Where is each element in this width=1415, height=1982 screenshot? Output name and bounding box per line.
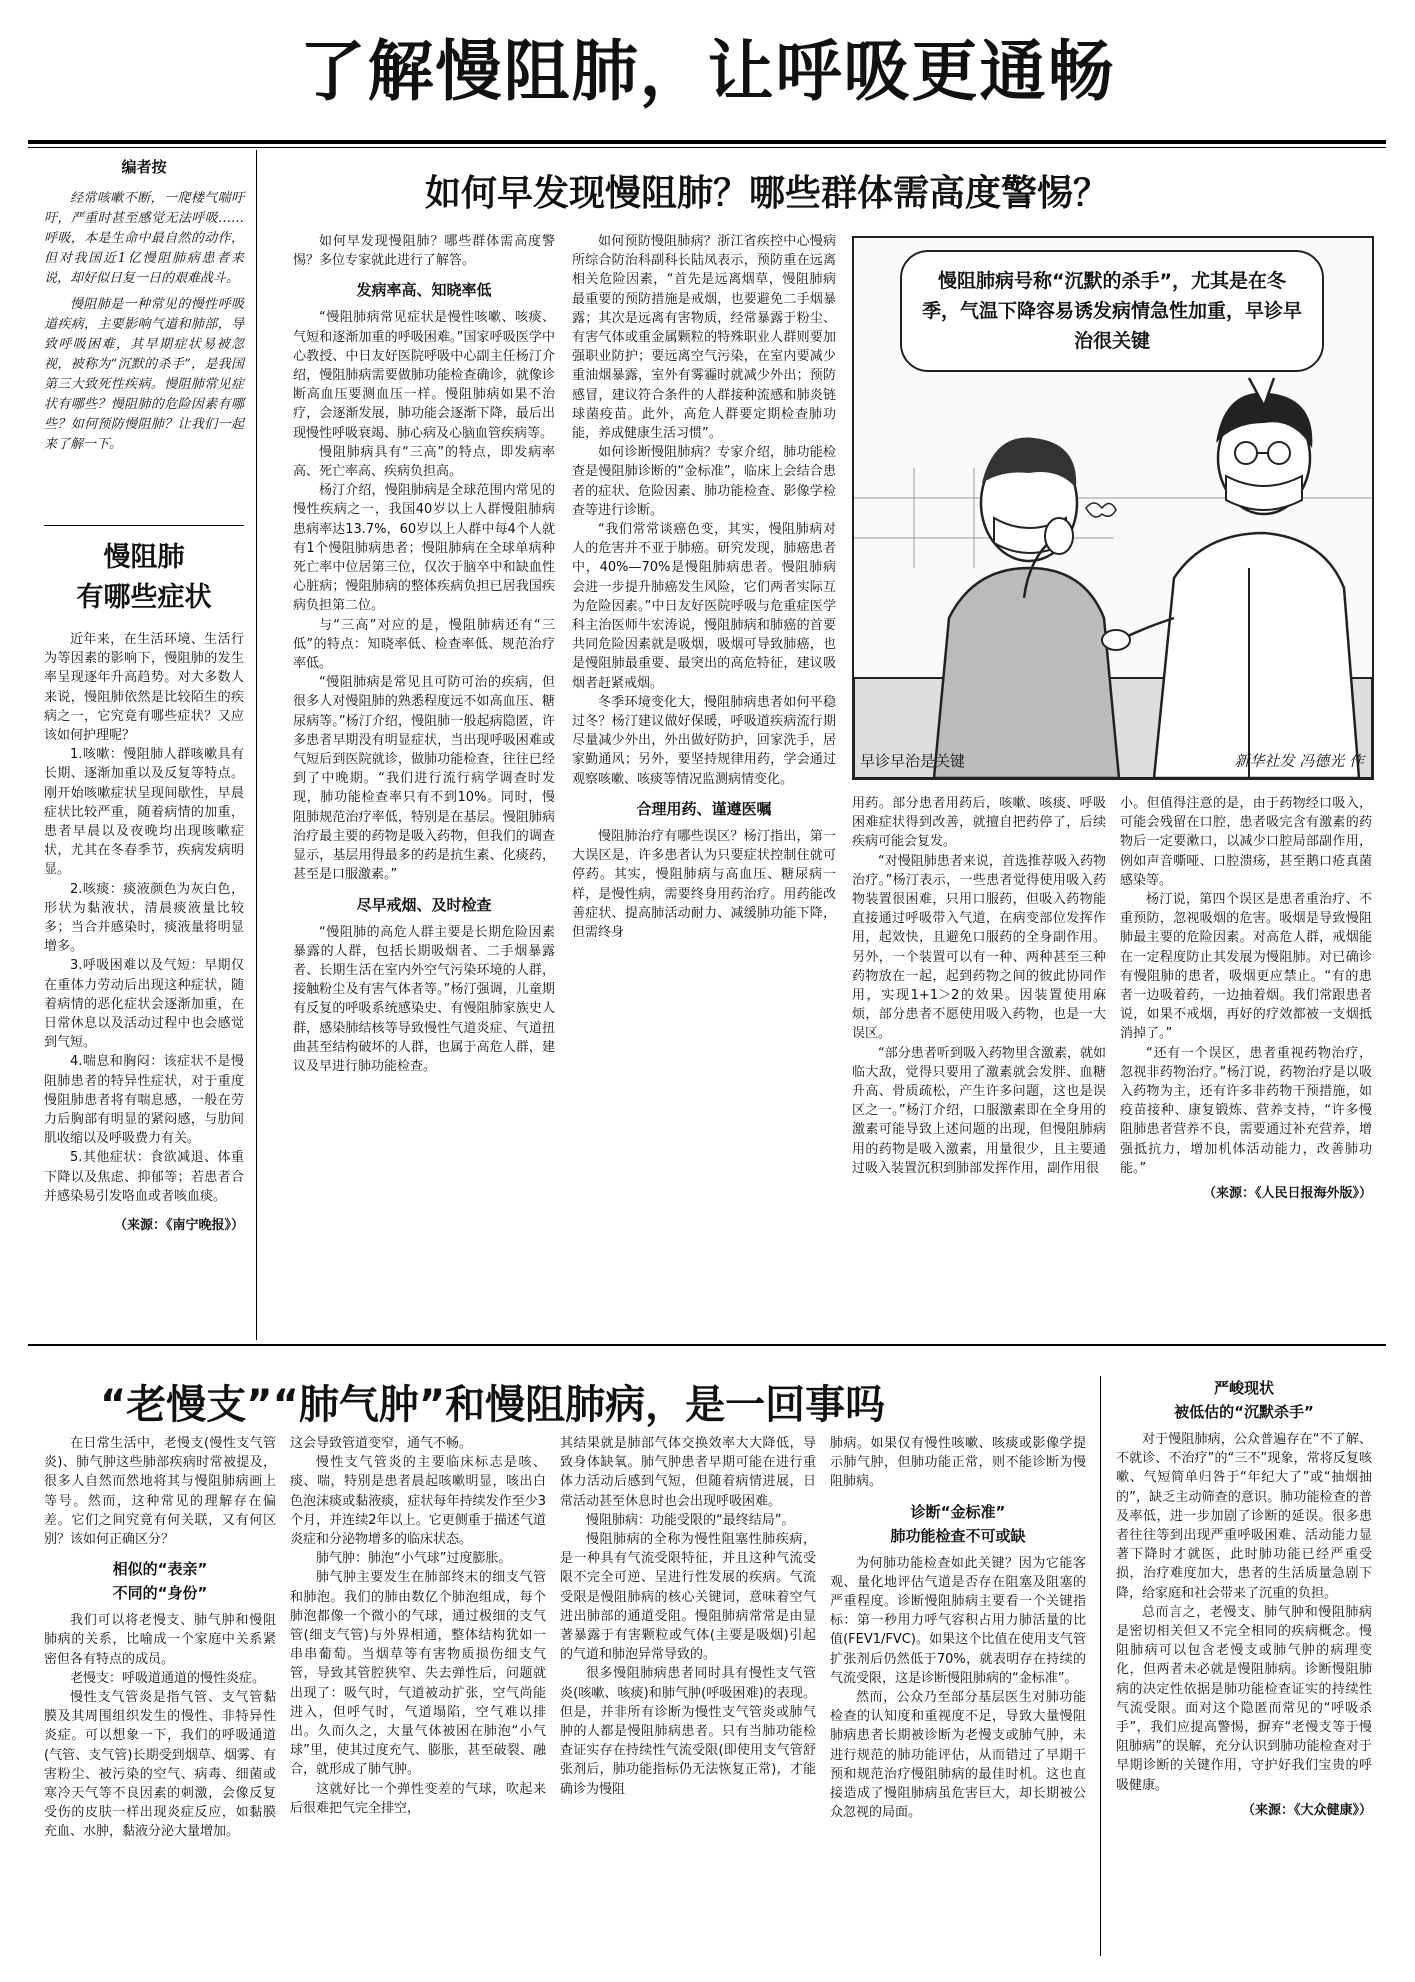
symptoms-title-line1: 慢阻肺 <box>103 542 185 573</box>
body-paragraph: 如何诊断慢阻肺病？专家介绍，肺功能检查是慢阻肺诊断的“金标准”，临床上会结合患者的症状、危险因素、肺功能检查、影像学检查等进行诊断。 <box>572 445 836 518</box>
sidebar-vertical-rule <box>256 150 257 1340</box>
body-paragraph: 慢阻肺治疗有哪些误区？杨汀指出，第一大误区是，许多患者认为只要症状控制住就可停药。其实，慢阻肺病与高血压、糖尿病一样，是慢性病，需要终身用药治疗。用药能改善症状、提高肺活动耐力、减缓肺功能下降，但需终身 <box>572 828 836 940</box>
cartoon-credit: 新华社发 冯德光 作 <box>1234 752 1364 770</box>
body-paragraph: “我们常常谈癌色变，其实，慢阻肺病对人的危害并不亚于肺癌。研究发现，肺癌患者中，40%—70%是慢阻肺病患者。慢阻肺病会进一步提升肺癌发生风险，它们两者实际互为危险因素。”中日友好医院呼吸与危重症医学科主治医师牛宏涛说，慢阻肺病和肺癌的首要共同危险因素就是吸烟，吸烟可导致肺癌，也是慢阻肺最重要、最突出的高危特征，建议吸烟者赶紧戒烟。 <box>572 522 836 691</box>
editor-note <box>44 156 244 455</box>
page-title: 了解慢阻肺，让呼吸更通畅 <box>299 33 1116 110</box>
speech-bubble <box>900 250 1324 372</box>
body-paragraph: 用药。部分患者用药后，咳嗽、咳痰、呼吸困难症状得到改善，就擅自把药停了，后续疾病可能会复发。 <box>852 796 1106 850</box>
body-paragraph: 总而言之，老慢支、肺气肿和慢阻肺病是密切相关但又不完全相同的疾病概念。慢阻肺病可以包含老慢支或肺气肿的病理变化，但两者未必就是慢阻肺病。诊断慢阻肺病的决定性依据是肺功能检查证实的持续性气流受限。面对这个隐匿而常见的“呼吸杀手”，我们应提高警惕，摒弃“老慢支等于慢阻肺病”的误解，充分认识到肺功能检查对于早期诊断的关键作用，守护好我们宝贵的呼吸健康。 <box>1116 1604 1372 1793</box>
body-paragraph: 然而，公众乃至部分基层医生对肺功能检查的认知度和重视度不足，导致大量慢阻肺病患者长期被诊断为老慢支或肺气肿，未进行规范的肺功能评估，从而错过了早期干预和规范治疗慢阻肺病的最佳时机。这也直接造成了慢阻肺病虽危害巨大，却长期被公众忽视的局面。 <box>830 1690 1086 1821</box>
body-paragraph: 小。但值得注意的是，由于药物经口吸入，可能会残留在口腔，患者吸完含有激素的药物后一定要漱口，以减少口腔局部副作用，例如声音嘶哑、口腔溃疡，甚至鹅口疮真菌感染等。 <box>1120 796 1372 888</box>
subhead-incidence: 发病率高、知晓率低 <box>356 281 492 300</box>
body-paragraph: “对慢阻肺患者来说，首选推荐吸入药物治疗。”杨汀表示，一些患者觉得使用吸入药物装置很困难，只用口服药，但吸入药物能直接通过呼吸带入气道，在病变部位发挥作用，起效快，且避免口服药的全身副作用。另外，一个装置可以有一种、两种甚至三种药物放在一起，起到药物之间的彼此协同作用，实现1+1＞2的效果。因装置使用麻烦，部分患者不愿使用吸入药物，也是一大误区。 <box>852 853 1106 1042</box>
subhead-severe-status: 严峻现状 <box>1213 1379 1274 1397</box>
bottom-article-source: （来源：《大众健康》） <box>1241 1802 1372 1818</box>
top-headline: 如何早发现慢阻肺？哪些群体需高度警惕？ <box>425 173 1110 214</box>
top-article-column-2 <box>572 232 836 1322</box>
body-paragraph: “慢阻肺病常见症状是慢性咳嗽、咳痰、气短和逐渐加重的呼吸困难。”国家呼吸医学中心教授、中日友好医院呼吸中心副主任杨汀介绍，慢阻肺病需要做肺功能检查确诊，就像诊断高血压要测血压一样。慢阻肺病如果不治疗，会逐渐发展，肺功能会逐渐下降，最后出现慢性呼吸衰竭、肺心病及心脑血管疾病等。 <box>293 310 555 441</box>
body-paragraph: 我们可以将老慢支、肺气肿和慢阻肺病的关系，比喻成一个家庭中关系紧密但各有特点的成员。 <box>44 1613 276 1667</box>
body-paragraph: 很多慢阻肺病患者同时具有慢性支气管炎(咳嗽、咳痰)和肺气肿(呼吸困难)的表现。但是，并非所有诊断为慢性支气管炎或肺气肿的人都是慢阻肺病患者。只有当肺功能检查证实存在持续性气流受限(即使用支气管舒张剂后，肺功能指标仍无法恢复正常)，才能确诊为慢阻 <box>560 1666 816 1797</box>
body-paragraph: 在日常生活中，老慢支(慢性支气管炎)、肺气肿这些肺部疾病时常被提及，很多人自然而然地将其与慢阻肺病画上等号。然而，这种常见的理解存在偏差。它们之间究竟有何关联，又有何区别？该如何正确区分？ <box>44 1436 276 1548</box>
symptoms-body <box>44 630 244 1206</box>
editor-note-body <box>44 189 244 455</box>
body-paragraph: 肺气肿：肺泡“小气球”过度膨胀。 <box>316 1551 512 1567</box>
top-article-column-3 <box>852 794 1106 1322</box>
editor-note-paragraph: 慢阻肺是一种常见的慢性呼吸道疾病，主要影响气道和肺部，导致呼吸困难，其早期症状易被忽视，被称为“沉默的杀手”，是我国第三大致死性疾病。慢阻肺常见症状有哪些？慢阻肺的危险因素有哪些？如何预防慢阻肺？让我们一起来了解一下。 <box>44 297 244 452</box>
body-paragraph: “部分患者听到吸入药物里含激素，就如临大敌，觉得只要用了激素就会发胖、血糖升高、骨质疏松，产生许多问题，这也是误区之一。”杨汀介绍，口服激素即在全身用的激素可能导致上述问题的出现，但慢阻肺病用的药物是吸入激素，用量很少，且主要通过吸入装置沉积到肺部发挥作用，副作用很 <box>852 1045 1106 1176</box>
body-paragraph: 杨汀介绍，慢阻肺病是全球范围内常见的慢性疾病之一，我国40岁以上人群慢阻肺病患病率达13.7%，60岁以上人群中每4个人就有1个慢阻肺病患者；慢阻肺病在全球单病种死亡率中位居第三位，仅次于脑卒中和缺血性心脏病；慢阻肺病的整体疾病负担已居我国疾病负担第二位。 <box>293 483 555 614</box>
subhead-gold-standard-line1: 诊断“金标准” <box>910 1502 1006 1521</box>
body-paragraph: 为何肺功能检查如此关键？因为它能客观、量化地评估气道是否存在阻塞及阻塞的严重程度。诊断慢阻肺病主要看一个关键指标：第一秒用力呼气容积占用力肺活量的比值(FEV1/FVC)。如果这个比值在使用支气管扩张剂后仍然低于70%，就表明存在持续的气流受限，这是诊断慢阻肺病的“金标准”。 <box>830 1555 1086 1686</box>
subhead-relatives-line1: 相似的“表亲” <box>112 1560 208 1579</box>
cartoon-caption: 早诊早治是关键 <box>860 752 966 770</box>
title-rule-thin <box>28 147 1386 148</box>
symptoms-source: （来源：《南宁晚报》） <box>113 1218 244 1234</box>
subhead-quit-smoking: 尽早戒烟、及时检查 <box>356 895 492 914</box>
body-paragraph: 与“三高”对应的是，慢阻肺病还有“三低”的特点：知晓率低、检查率低、规范治疗率低。 <box>293 617 555 672</box>
subhead-medication: 合理用药、谨遵医嘱 <box>636 799 772 818</box>
cartoon-illustration <box>852 236 1374 780</box>
body-paragraph: 冬季环境变化大，慢阻肺病患者如何平稳过冬？杨汀建议做好保暖，呼吸道疾病流行期尽量减少外出，外出做好防护，回家洗手，居家勤通风；另外，要坚持规律用药，学会通过观察咳嗽、咳痰等情况监测病情变化。 <box>572 694 836 787</box>
body-paragraph: 其结果就是肺部气体交换效率大大降低，导致身体缺氧。肺气肿患者早期可能在进行重体力活动后感到气短，但随着病情进展，日常活动甚至休息时也会出现呼吸困难。 <box>560 1436 816 1509</box>
section-divider <box>28 1344 1386 1346</box>
bottom-article-column-1 <box>44 1434 276 1954</box>
body-paragraph: “还有一个误区，患者重视药物治疗，忽视非药物治疗。”杨汀说，药物治疗是以吸入药物为主，还有许多非药物干预措施，如疫苗接种、康复锻炼、营养支持，“许多慢阻肺患者营养不良，需要通过补充营养，增强抵抗力，增加机体活动能力，改善肺功能。” <box>1120 1045 1372 1176</box>
symptoms-paragraph: 4.喘息和胸闷：该症状不是慢阻肺患者的特异性症状，对于重度慢阻肺患者将有喘息感，一般在劳力后胸部有明显的紧闷感，与肋间肌收缩以及呼吸费力有关。 <box>44 1054 244 1147</box>
symptoms-paragraph: 3.呼吸困难以及气短：早期仅在重体力劳动后出现这种症状，随着病情的恶化症状会逐渐加重，在日常休息以及活动过程中也会感觉到气短。 <box>44 958 244 1051</box>
body-paragraph: “慢阻肺病是常见且可防可治的疾病，但很多人对慢阻肺的熟悉程度远不如高血压、糖尿病等。”杨汀介绍，慢阻肺一般起病隐匿，许多患者早期没有明显症状，当出现呼吸困难或气短后到医院就诊，做肺功能检查，往往已经到了中晚期。“我们进行流行病学调查时发现，肺功能检查率只有不到10%。同时，慢阻肺规范治疗率低，特别是在基层。慢阻肺病治疗最主要的药物是吸入药物，但我们的调查显示，基层用得最多的药是抗生素、化痰药，甚至是口服激素。” <box>293 675 555 883</box>
body-paragraph: 对于慢阻肺病，公众普遍存在“不了解、不就诊、不治疗”的“三不”现象，常将反复咳嗽、气短简单归咎于“年纪大了”或“抽烟抽的”，缺乏主动筛查的意识。肺功能检查的普及率低，进一步加剧了诊断的延误。很多患者往往等到出现严重呼吸困难、活动能力显著下降时才就医，此时肺功能已经严重受损，治疗难度加大，患者的生活质量急剧下降，给家庭和社会带来了沉重的负担。 <box>1116 1432 1372 1601</box>
body-paragraph: 肺气肿主要发生在肺部终末的细支气管和肺泡。我们的肺由数亿个肺泡组成，每个肺泡都像一个微小的气球，通过极细的支气管(细支气管)与外界相通，整体结构犹如一串串葡萄。当烟草等有害物质损伤细支气管，导致其管腔狭窄、失去弹性后，问题就出现了：吸气时，气道被动扩张，空气尚能进入，但呼气时，气道塌陷，空气难以排出。久而久之，大量气体被困在肺泡“小气球”里，使其过度充气、膨胀，甚至破裂、融合，就形成了肺气肿。 <box>290 1570 546 1778</box>
body-paragraph: 这就好比一个弹性变差的气球，吹起来后很难把气完全排空， <box>290 1781 546 1816</box>
symptoms-paragraph: 近年来，在生活环境、生活行为等因素的影响下，慢阻肺的发生率呈现逐年升高趋势。对大多数人来说，慢阻肺依然是比较陌生的疾病之一，它究竟有哪些症状？又应该如何护理呢？ <box>44 632 244 744</box>
body-paragraph: “慢阻肺的高危人群主要是长期危险因素暴露的人群，包括长期吸烟者、二手烟暴露者、长期生活在室内外空气污染环境的人群，接触粉尘及有害气体者等。”杨汀强调，儿童期有反复的呼吸系统感染史、有慢阻肺家族史人群，感染肺结核等导致慢性气道炎症、气道扭曲甚至结构破坏的人群，也属于高危人群，建议及早进行肺功能检查。 <box>293 924 555 1074</box>
body-paragraph: 慢阻肺病具有“三高”的特点，即发病率高、死亡率高、疾病负担高。 <box>293 444 555 480</box>
subhead-relatives-line2: 不同的“身份” <box>112 1584 208 1603</box>
body-paragraph: 这会导致管道变窄，通气不畅。 <box>290 1436 473 1451</box>
body-paragraph: 慢性支气管炎的主要临床标志是咳、痰、喘，特别是患者晨起咳嗽明显，咳出白色泡沫痰或黏液痰，症状每年持续发作至少3个月，并连续2年以上。它更侧重于描述气道炎症和分泌物增多的临床状态。 <box>290 1455 546 1548</box>
body-paragraph: 如何预防慢阻肺病？浙江省疾控中心慢病所综合防治科副科长陆凤表示，预防重在远离相关危险因素，“首先是远离烟草，慢阻肺病最重要的预防措施是戒烟，也要避免二手烟暴露；其次是远离有害物质，经常暴露于粉尘、有害气体或重金属颗粒的特殊职业人群则要加强职业防护；要远离空气污染，在室内要减少重油烟暴露，室外有雾霾时就减少外出；预防感冒，建议符合条件的人群接种流感和肺炎链球菌疫苗。此外，高危人群要定期检查肺功能，养成健康生活习惯”。 <box>572 234 836 442</box>
body-paragraph: 杨汀说，第四个误区是患者重治疗、不重预防，忽视吸烟的危害。吸烟是导致慢阻肺最主要的危险因素。对高危人群，戒烟能在一定程度防止其发展为慢阻肺。对已确诊有慢阻肺的患者，吸烟更应禁止。“有的患者一边吸着药，一边抽着烟。我们常跟患者说，如果不戒烟，再好的疗效都被一支烟抵消掉了。” <box>1120 892 1372 1042</box>
bottom-article-column-3 <box>560 1434 816 1954</box>
body-paragraph: 慢性支气管炎是指气管、支气管黏膜及其周围组织发生的慢性、非特异性炎症。可以想象一下，我们的呼吸通道(气管、支气管)长期受到烟草、烟雾、有害粉尘、被污染的空气、病毒、细菌或寒冷天气等不良因素的刺激，会像反复受伤的皮肤一样出现炎症反应，如黏膜充血、水肿，黏液分泌大量增加。 <box>44 1690 276 1840</box>
body-paragraph: 慢阻肺病的全称为慢性阻塞性肺疾病，是一种具有气流受限特征，并且这种气流受限不完全可逆、呈进行性发展的疾病。气流受限是慢阻肺病的核心关键词，意味着空气进出肺部的通道受阻。慢阻肺病常常是由显著暴露于有害颗粒或气体(主要是吸烟)引起的气道和肺泡异常导致的。 <box>560 1532 816 1663</box>
body-paragraph: 老慢支：呼吸道通道的慢性炎症。 <box>70 1670 266 1686</box>
symptoms-title-line2: 有哪些症状 <box>76 582 212 613</box>
symptoms-paragraph: 5.其他症状：食欲减退、体重下降以及焦虑、抑郁等；若患者合并感染易引发咯血或者咳血痰。 <box>44 1150 244 1204</box>
sidebar-divider <box>44 525 244 526</box>
bottom-article-column-4 <box>830 1434 1086 1954</box>
top-article-column-1 <box>293 232 555 1322</box>
bottom-headline: “老慢支”“肺气肿”和慢阻肺病，是一回事吗 <box>100 1382 886 1428</box>
top-article-column-4 <box>1120 794 1372 1322</box>
body-paragraph: 肺病。如果仅有慢性咳嗽、咳痰或影像学提示肺气肿，但肺功能正常，则不能诊断为慢阻肺病。 <box>830 1436 1086 1490</box>
body-paragraph: 慢阻肺病：功能受限的“最终结局”。 <box>586 1512 795 1528</box>
symptoms-paragraph: 1.咳嗽：慢阻肺人群咳嗽具有长期、逐渐加重以及反复等特点。刚开始咳嗽症状呈现间歇性，早晨症状比较严重，随着病情的加重，患者早晨以及夜晚均出现咳嗽症状，尤其在冬春季节，疾病发病明显。 <box>44 747 244 878</box>
bottom-vertical-rule <box>1100 1376 1101 1956</box>
symptoms-paragraph: 2.咳痰：痰液颜色为灰白色，形状为黏液状，清晨痰液量比较多；当合并感染时，痰液量将明显增多。 <box>44 881 244 955</box>
editor-note-label: 编者按 <box>121 158 167 176</box>
bottom-article-column-5 <box>1116 1376 1372 1958</box>
symptoms-section <box>44 538 244 1233</box>
speech-bubble-text: 慢阻肺病号称“沉默的杀手”，尤其是在冬季，气温下降容易诱发病情急性加重，早诊早治很关键 <box>922 270 1303 352</box>
subhead-gold-standard-line2: 肺功能检查不可或缺 <box>890 1526 1026 1545</box>
top-article-source: （来源：《人民日报海外版》） <box>1202 1186 1372 1202</box>
editor-note-paragraph: 经常咳嗽不断，一爬楼气喘吁吁，严重时甚至感觉无法呼吸……呼吸，本是生命中最自然的动作，但对我国近1亿慢阻肺病患者来说，却好似日复一日的艰难战斗。 <box>44 191 244 286</box>
intro-paragraph: 如何早发现慢阻肺？哪些群体需高度警惕？多位专家就此进行了解答。 <box>293 234 555 269</box>
title-rule-thick <box>28 140 1386 144</box>
bottom-article-column-2 <box>290 1434 546 1954</box>
subhead-silent-killer: 被低估的“沉默杀手” <box>1174 1403 1314 1421</box>
